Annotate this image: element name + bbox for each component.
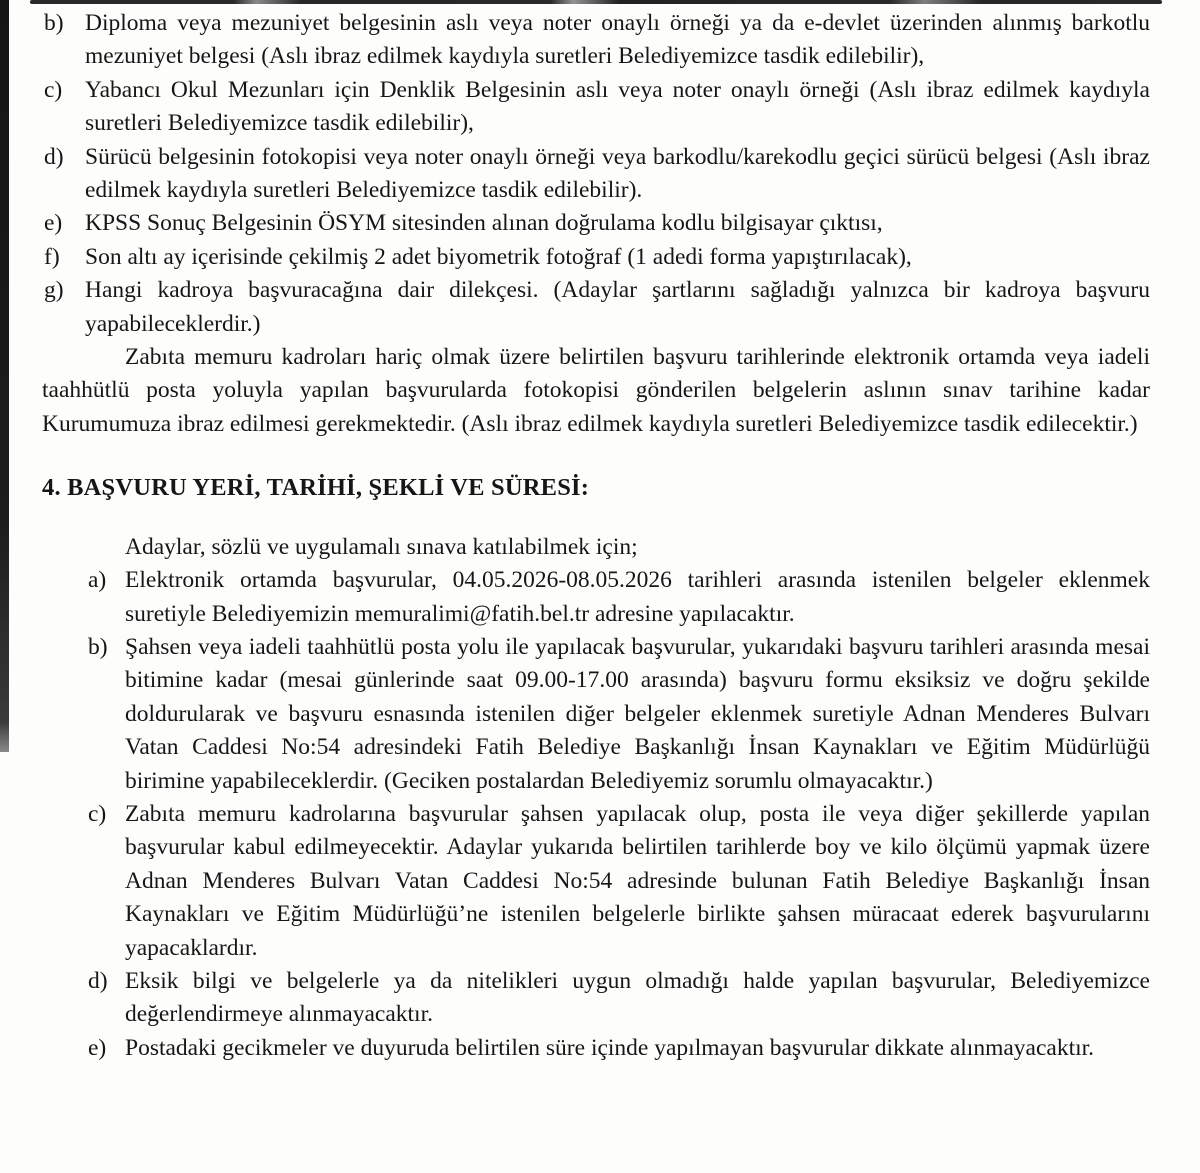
list-item-text: Şahsen veya iadeli taahhütlü posta yolu ile yapılacak başvurular, yukarıdaki başvuru tarihleri arasında mesai bitimine kadar (mesai günlerinde saat 09.00-17.00 arasında) başvuru formu eksiksiz ve doğru şekilde doldurularak ve başvuru esnasında istenilen diğer belgeler eklenmek suretiyle Adnan Menderes Bulvarı Vatan Caddesi No:54 adresindeki Fatih Belediye Başkanlığı İnsan Kaynakları ve Eğitim Müdürlüğü birimine yapabileceklerdir. (Geciken postalardan Belediyemiz sorumlu olmayacaktır.) xyxy=(125,633,1150,794)
list-marker: f) xyxy=(44,243,60,270)
list-marker: c) xyxy=(88,800,107,827)
list-item-text: Son altı ay içerisinde çekilmiş 2 adet biyometrik fotoğraf (1 adedi forma yapıştırılacak), xyxy=(85,243,912,270)
list-item-application-b xyxy=(42,631,1150,798)
intro-line: Adaylar, sözlü ve uygulamalı sınava katılabilmek için; xyxy=(125,533,638,560)
list-item-application-d xyxy=(42,965,1150,1032)
list-marker: d) xyxy=(44,143,64,170)
list-marker: g) xyxy=(44,277,64,304)
list-item-requirement-g xyxy=(42,274,1150,341)
list-marker: e) xyxy=(88,1034,107,1061)
list-item-application-c xyxy=(42,798,1150,965)
list-marker: e) xyxy=(44,210,63,237)
list-item-application-e xyxy=(42,1032,1150,1065)
section-heading: 4. BAŞVURU YERİ, TARİHİ, ŞEKLİ VE SÜRESİ: xyxy=(42,474,590,502)
list-item-text: Postadaki gecikmeler ve duyuruda belirtilen süre içinde yapılmayan başvurular dikkate alınmayacaktır. xyxy=(125,1034,1095,1061)
list-item-requirement-e xyxy=(42,207,1150,240)
list-item-requirement-c xyxy=(42,74,1150,141)
list-item-text: Zabıta memuru kadrolarına başvurular şahsen yapılacak olup, posta ile veya diğer şekillerde yapılan başvurular kabul edilmeyecektir. Adaylar yukarıda belirtilen tarihlerde boy ve kilo ölçümü yapmak üzere Adnan Menderes Bulvarı Vatan Caddesi No:54 adresinde bulunan Fatih Belediye Başkanlığı İnsan Kaynakları ve Eğitim Müdürlüğü’ne istenilen belgelerle birlikte şahsen müracaat ederek başvurularını yapacaklardır. xyxy=(125,800,1150,961)
list-item-text: Elektronik ortamda başvurular, 04.05.2026-08.05.2026 tarihleri arasında istenilen belgeler eklenmek suretiyle Belediyemizin memuralimi@fatih.bel.tr adresine yapılacaktır. xyxy=(125,567,1150,627)
list-item-text: Diploma veya mezuniyet belgesinin aslı veya noter onaylı örneği ya da e-devlet üzerinden alınmış barkotlu mezuniyet belgesi (Aslı ibraz edilmek kaydıyla suretleri Belediyemizce tasdik edilebilir), xyxy=(85,10,1150,70)
note-paragraph: Zabıta memuru kadroları hariç olmak üzere belirtilen başvuru tarihlerinde elektronik ortamda veya iadeli taahhütlü posta yoluyla yapılan başvurularda fotokopisi gönderilen belgelerin aslının sınav tarihine kadar Kurumumuza ibraz edilmesi gerekmektedir. (Aslı ibraz edilmek kaydıyla suretleri Belediyemizce tasdik edilecektir.) xyxy=(42,344,1150,437)
list-marker: c) xyxy=(44,76,63,103)
list-marker: b) xyxy=(88,633,108,660)
list-item-requirement-f xyxy=(42,241,1150,274)
scan-left-edge-bar xyxy=(0,0,9,752)
list-item-text: Eksik bilgi ve belgelerle ya da nitelikleri uygun olmadığı halde yapılan başvurular, Belediyemizce değerlendirmeye alınmayacaktır. xyxy=(125,967,1150,1028)
scan-cutoff-line-remnant xyxy=(30,0,1162,4)
document-content xyxy=(42,7,1150,1065)
list-marker: a) xyxy=(88,567,107,594)
list-item-text: Hangi kadroya başvuracağına dair dilekçesi. (Adaylar şartlarını sağladığı yalnızca bir kadroya başvuru yapabileceklerdir.) xyxy=(85,277,1150,337)
list-marker: d) xyxy=(88,967,108,994)
list-item-text: Yabancı Okul Mezunları için Denklik Belgesinin aslı veya noter onaylı örneği (Aslı ibraz edilmek kaydıyla suretleri Belediyemizce tasdik edilebilir), xyxy=(85,76,1150,137)
list-item-requirement-d xyxy=(42,141,1150,208)
list-item-text: KPSS Sonuç Belgesinin ÖSYM sitesinden alınan doğrulama kodlu bilgisayar çıktısı, xyxy=(85,210,883,237)
list-item-text: Sürücü belgesinin fotokopisi veya noter onaylı örneği veya barkodlu/karekodlu geçici sürücü belgesi (Aslı ibraz edilmek kaydıyla suretleri Belediyemizce tasdik edilebilir). xyxy=(85,143,1150,204)
list-item-application-a xyxy=(42,564,1150,631)
list-item-requirement-b xyxy=(42,7,1150,74)
list-marker: b) xyxy=(44,10,64,36)
